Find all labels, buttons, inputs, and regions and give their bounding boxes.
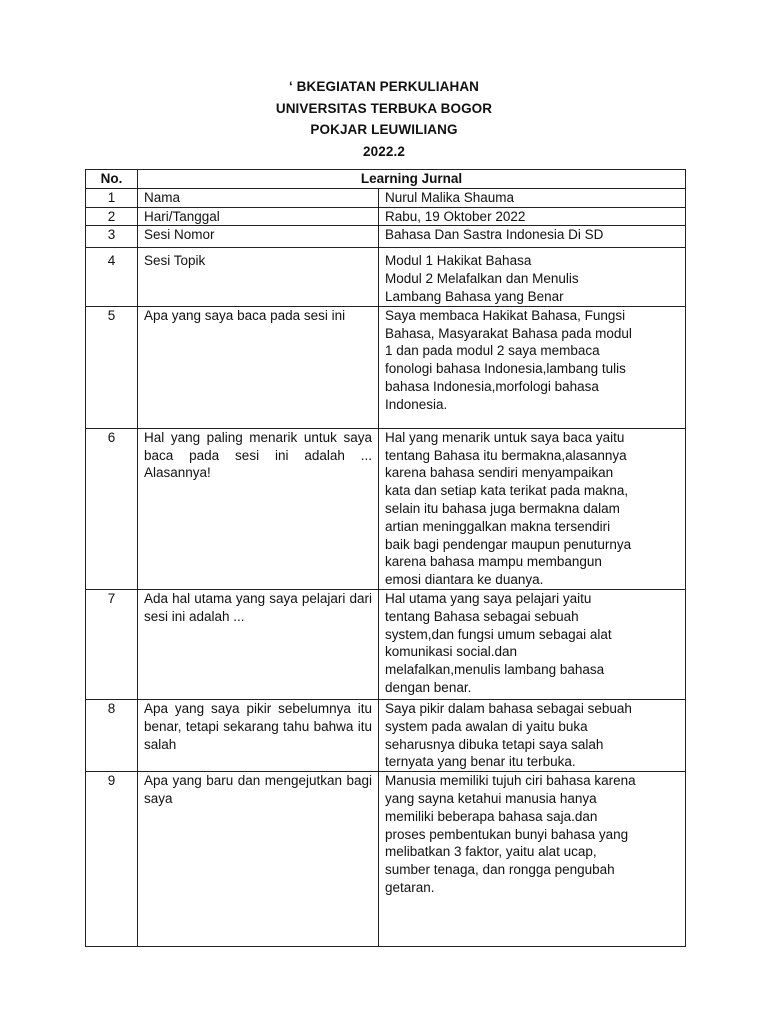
answer-line: Nurul Malika Shauma — [385, 189, 515, 205]
row-answer — [379, 188, 686, 207]
answer-line: Manusia memiliki tujuh ciri bahasa karena — [385, 773, 636, 789]
row-answer — [379, 772, 686, 947]
answer-line: fonologi bahasa Indonesia,lambang tulis — [385, 361, 626, 377]
row-number: 2 — [86, 207, 138, 226]
answer-line: karena bahasa sendiri menyampaikan — [385, 465, 614, 481]
answer-line: ternyata yang benar itu terbuka. — [385, 754, 576, 770]
answer-line: system pada awalan di yaitu buka — [385, 718, 588, 734]
table-row — [86, 306, 686, 428]
learning-journal-table — [85, 169, 686, 947]
answer-line: artian meninggalkan makna tersendiri — [385, 518, 611, 534]
answer-line: proses pembentukan bunyi bahasa yang — [385, 826, 629, 842]
answer-line: sumber tenaga, dan rongga pengubah — [385, 862, 615, 878]
row-answer — [379, 306, 686, 428]
answer-line: tentang Bahasa itu bermakna,alasannya — [385, 447, 627, 463]
row-question: Sesi Topik — [138, 248, 379, 306]
table-row — [86, 589, 686, 699]
answer-line: yang sayna ketahui manusia hanya — [385, 790, 597, 806]
answer-line: Modul 2 Melafalkan dan Menulis — [385, 271, 579, 287]
header-university: UNIVERSITAS TERBUKA BOGOR — [275, 100, 493, 116]
row-number: 4 — [86, 248, 138, 306]
row-answer — [379, 207, 686, 226]
row-question: Hari/Tanggal — [138, 207, 379, 226]
table-row — [86, 248, 686, 306]
row-answer — [379, 428, 686, 589]
row-number: 1 — [86, 188, 138, 207]
row-question: Nama — [138, 188, 379, 207]
answer-line: Rabu, 19 Oktober 2022 — [385, 208, 526, 224]
row-number: 7 — [86, 589, 138, 699]
table-row — [86, 699, 686, 771]
row-answer — [379, 589, 686, 699]
answer-line: baik bagi pendengar maupun penuturnya — [385, 536, 632, 552]
row-question: Apa yang baru dan mengejutkan bagi saya — [138, 772, 379, 947]
answer-line: kata dan setiap kata terikat pada makna, — [385, 483, 629, 499]
header-period: 2022.2 — [363, 143, 405, 159]
answer-line: getaran. — [385, 879, 435, 895]
answer-line: Hal yang menarik untuk saya baca yaitu — [385, 429, 625, 445]
row-number: 6 — [86, 428, 138, 589]
row-number: 9 — [86, 772, 138, 947]
table-row — [86, 428, 686, 589]
header-pokjar: POKJAR LEUWILIANG — [310, 122, 458, 137]
table-row — [86, 207, 686, 226]
answer-line: bahasa Indonesia,morfologi bahasa — [385, 378, 599, 394]
row-number: 5 — [86, 306, 138, 428]
answer-line: memiliki beberapa bahasa saja.dan — [385, 808, 598, 824]
answer-line: 1 dan pada modul 2 saya membaca — [385, 343, 600, 359]
answer-line: Bahasa, Masyarakat Bahasa pada modul — [385, 325, 632, 341]
column-header-no: No. — [86, 170, 138, 189]
table-row — [86, 226, 686, 248]
answer-line: selain itu bahasa juga bermakna dalam — [385, 500, 620, 516]
answer-line: melibatkan 3 faktor, yaitu alat ucap, — [385, 844, 597, 860]
header-title: ‘ BKEGIATAN PERKULIAHAN — [288, 79, 480, 94]
row-answer — [379, 226, 686, 248]
answer-line: Bahasa Dan Sastra Indonesia Di SD — [385, 227, 604, 243]
answer-line: tentang Bahasa sebagai sebuah — [385, 608, 579, 624]
row-answer — [379, 248, 686, 306]
row-question: Sesi Nomor — [138, 226, 379, 248]
row-question: Apa yang saya pikir sebelumnya itu benar, tetapi sekarang tahu bahwa itu salah — [138, 699, 379, 771]
row-answer — [379, 699, 686, 771]
row-number: 3 — [86, 226, 138, 248]
answer-line: Saya membaca Hakikat Bahasa, Fungsi — [385, 307, 626, 323]
answer-line: Indonesia. — [385, 396, 448, 412]
column-header-title: Learning Jurnal — [138, 170, 686, 189]
answer-line: dengan benar. — [385, 679, 472, 695]
row-question: Apa yang saya baca pada sesi ini — [138, 306, 379, 428]
table-row — [86, 772, 686, 947]
row-question: Hal yang paling menarik untuk saya baca pada sesi ini adalah ... Alasannya! — [138, 428, 379, 589]
answer-line: Hal utama yang saya pelajari yaitu — [385, 590, 592, 606]
answer-line: seharusnya dibuka tetapi saya salah — [385, 736, 604, 752]
answer-line: Modul 1 Hakikat Bahasa — [385, 253, 532, 269]
row-question: Ada hal utama yang saya pelajari dari sesi ini adalah ... — [138, 589, 379, 699]
answer-line: emosi diantara ke duanya. — [385, 572, 544, 588]
row-number: 8 — [86, 699, 138, 771]
answer-line: system,dan fungsi umum sebagai alat — [385, 626, 612, 642]
answer-line: komunikasi social.dan — [385, 644, 518, 660]
answer-line: karena bahasa mampu membangun — [385, 554, 602, 570]
answer-line: melafalkan,menulis lambang bahasa — [385, 662, 605, 678]
answer-line: Saya pikir dalam bahasa sebagai sebuah — [385, 700, 632, 716]
table-row — [86, 188, 686, 207]
table-header-row — [86, 170, 686, 189]
document-header — [0, 76, 768, 162]
answer-line: Lambang Bahasa yang Benar — [385, 288, 564, 304]
